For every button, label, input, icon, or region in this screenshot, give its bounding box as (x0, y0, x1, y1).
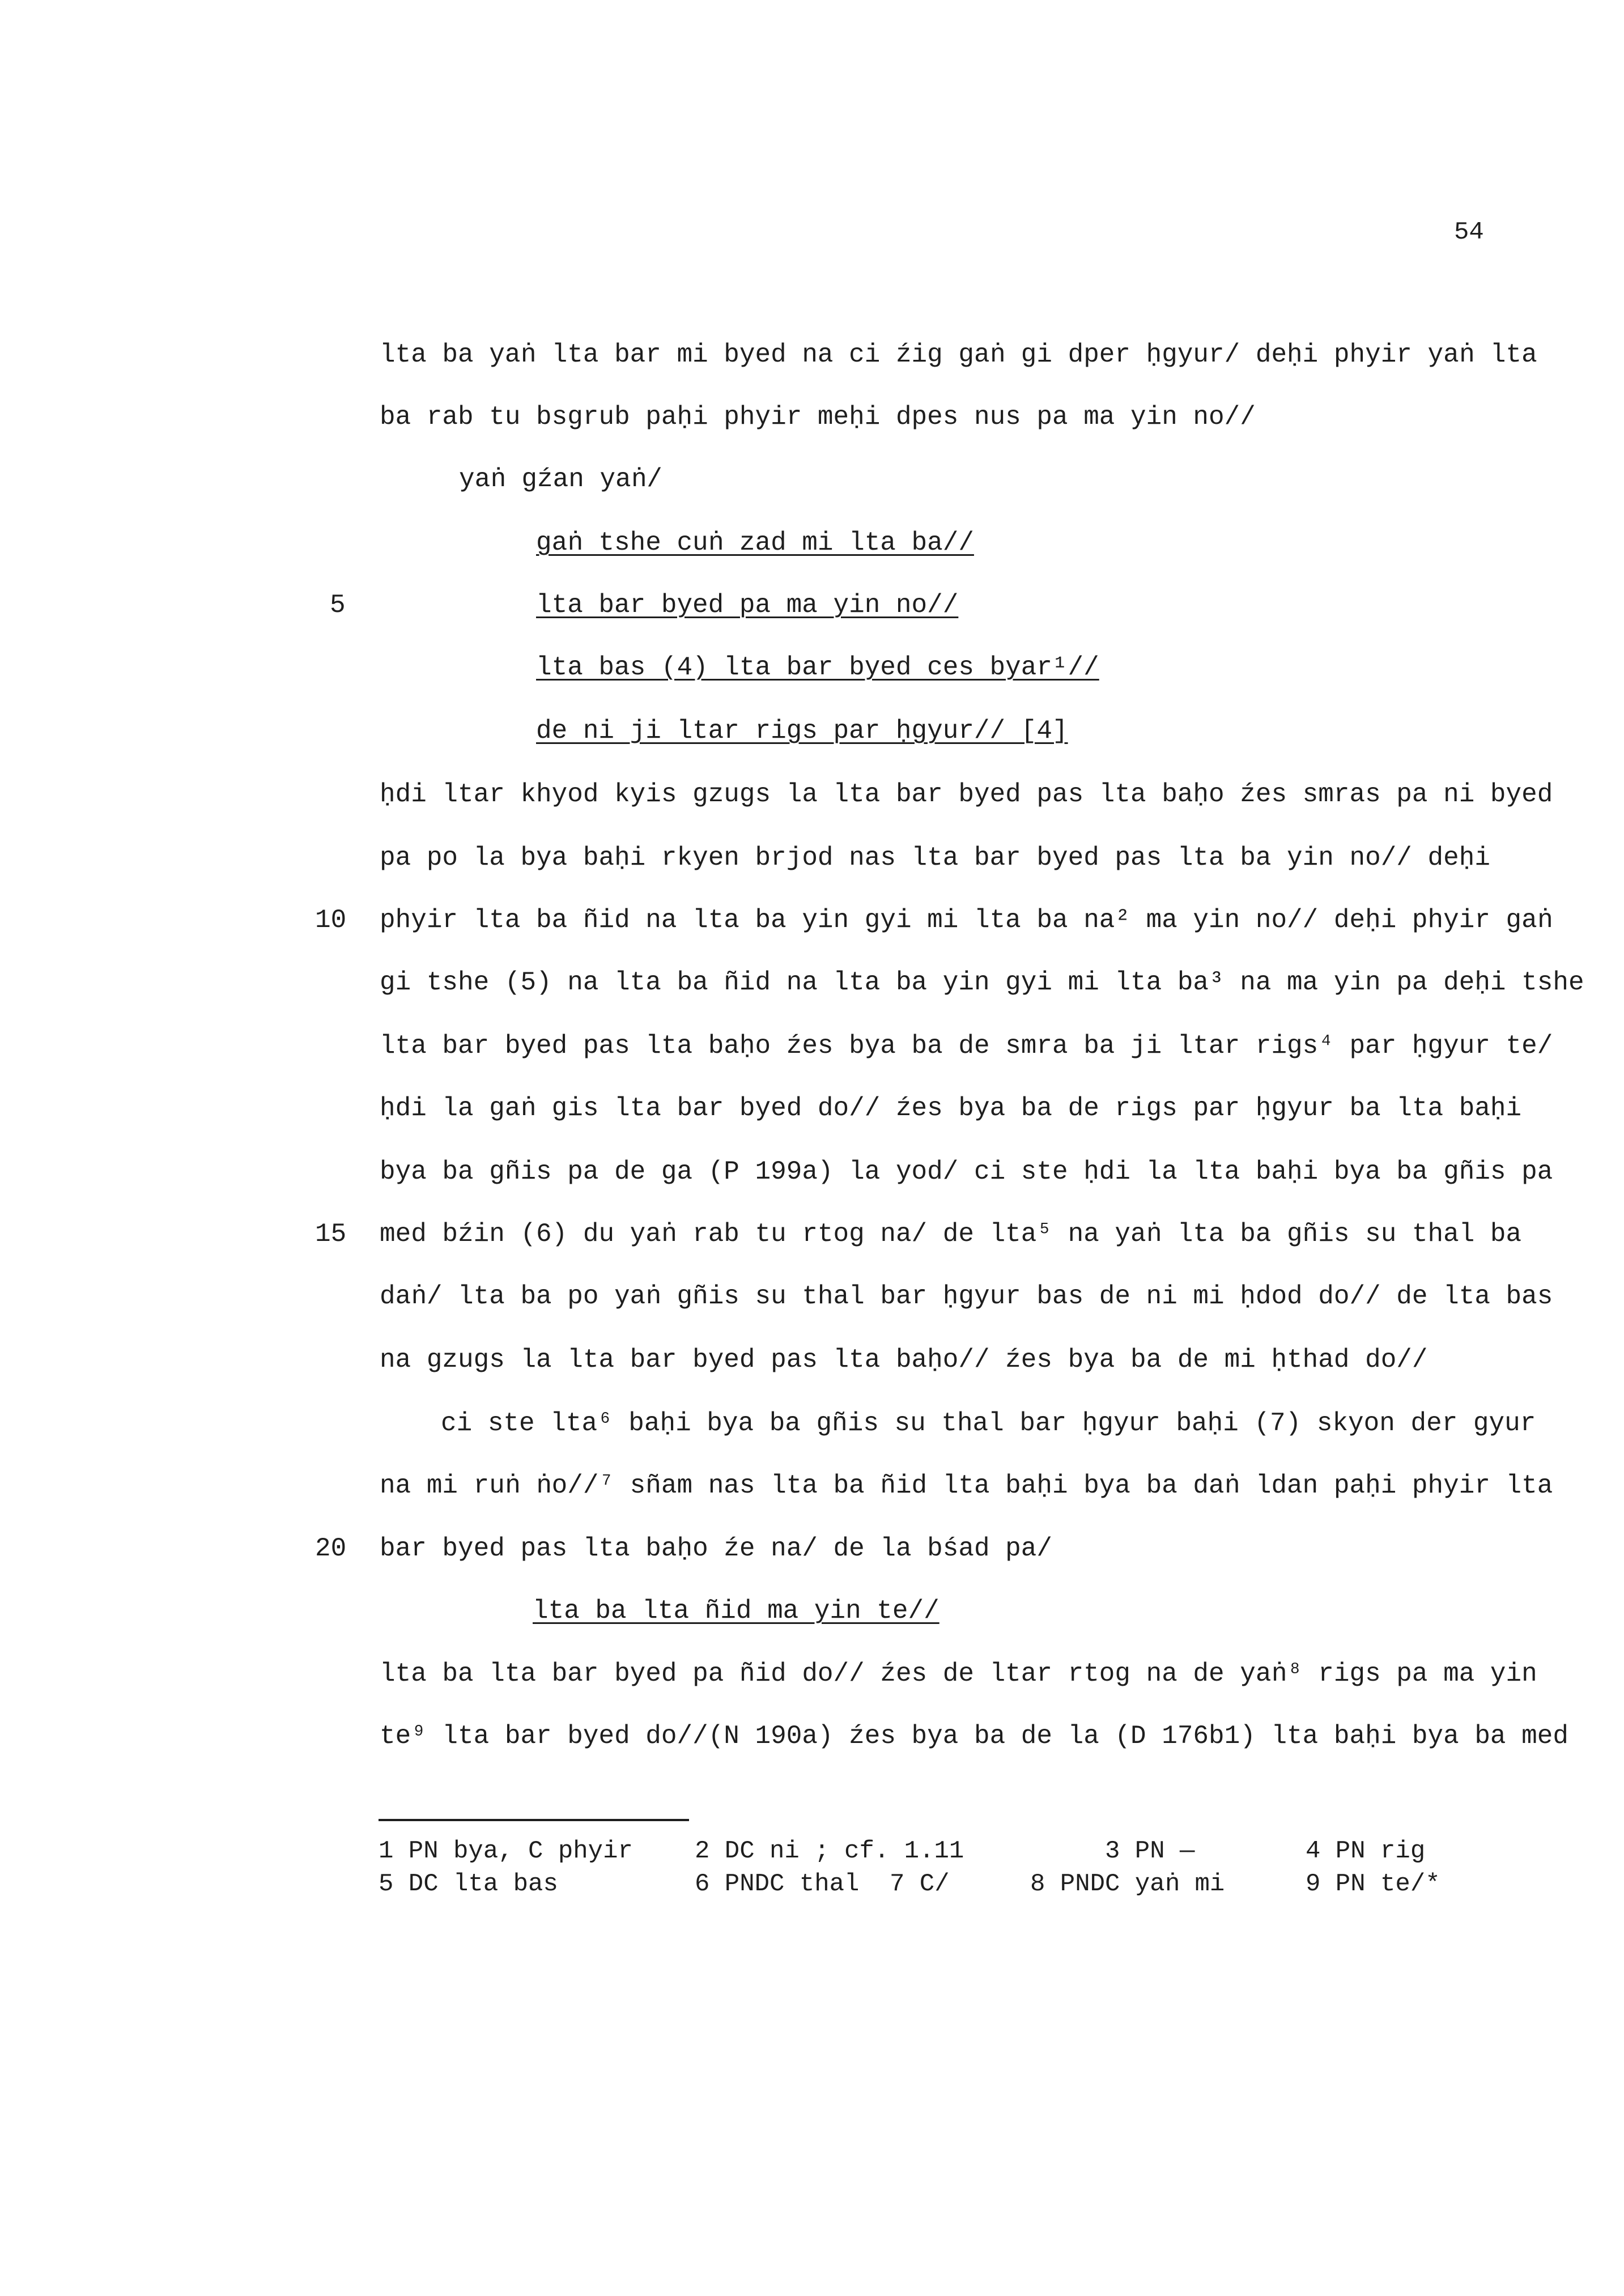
line-number-15: 15 (315, 1219, 347, 1249)
footnote-2: 2 DC ni ; cf. 1.11 (695, 1837, 964, 1865)
body-line-8: ḥdi ltar khyod kyis gzugs la lta bar byed pas lta baḥo źes smras pa ni byed (380, 780, 1553, 809)
footnote-4: 4 PN rig (1306, 1837, 1426, 1865)
footnote-column-5 (1306, 1835, 1440, 1900)
footnote-column-1 (379, 1835, 633, 1900)
footnote-7: 7 C/ (890, 1870, 950, 1898)
body-line-10: phyir lta ba ñid na lta ba yin gyi mi lta ba na² ma yin no// deḥi phyir gaṅ (380, 905, 1553, 935)
body-line-3: yaṅ gźan yaṅ/ (459, 465, 662, 494)
body-line-19: na mi ruṅ ṅo//⁷ sñam nas lta ba ñid lta baḥi bya ba daṅ ldan paḥi phyir lta (380, 1471, 1553, 1500)
footnote-8: 8 PNDC yaṅ mi (1030, 1870, 1225, 1898)
line-number-10: 10 (315, 905, 347, 935)
body-line-14: bya ba gñis pa de ga (P 199a) la yod/ ci ste ḥdi la lta baḥi bya ba gñis pa (380, 1157, 1553, 1187)
footnote-9: 9 PN te/* (1306, 1870, 1440, 1898)
body-line-20: bar byed pas lta baḥo źe na/ de la bśad pa/ (380, 1534, 1052, 1563)
verse-line-3: lta bas (4) lta bar byed ces byar¹// (536, 653, 1099, 682)
line-number-20: 20 (315, 1534, 347, 1563)
footnote-separator (379, 1819, 689, 1821)
footnote-column-4 (1030, 1868, 1225, 1900)
body-line-15: med bźin (6) du yaṅ rab tu rtog na/ de lta⁵ na yaṅ lta ba gñis su thal ba (380, 1219, 1522, 1249)
footnote-1: 1 PN bya, C phyir (379, 1837, 633, 1865)
body-line-23: te⁹ lta bar byed do//(N 190a) źes bya ba de la (D 176b1) lta baḥi bya ba med (380, 1721, 1568, 1751)
verse-line-1: gaṅ tshe cuṅ zad mi lta ba// (536, 528, 974, 558)
line-number-5: 5 (330, 590, 346, 620)
body-line-16: daṅ/ lta ba po yaṅ gñis su thal bar ḥgyur bas de ni mi ḥdod do// de lta bas (380, 1282, 1553, 1311)
verse-line-2: lta bar byed pa ma yin no// (536, 590, 959, 620)
body-line-22: lta ba lta bar byed pa ñid do// źes de ltar rtog na de yaṅ⁸ rigs pa ma yin (380, 1659, 1537, 1689)
verse-line-4: de ni ji ltar rigs par ḥgyur// [4] (536, 716, 1068, 746)
body-line-17: na gzugs la lta bar byed pas lta baḥo// źes bya ba de mi ḥthad do// (380, 1345, 1428, 1375)
footnote-6: 6 PNDC thal (695, 1870, 860, 1898)
body-line-18: ci ste lta⁶ baḥi bya ba gñis su thal bar ḥgyur baḥi (7) skyon der gyur (441, 1409, 1536, 1438)
body-line-9: pa po la bya baḥi rkyen brjod nas lta bar byed pas lta ba yin no// deḥi (380, 843, 1490, 873)
body-line-11: gi tshe (5) na lta ba ñid na lta ba yin gyi mi lta ba³ na ma yin pa deḥi tshe (380, 968, 1584, 997)
body-line-1: lta ba yaṅ lta bar mi byed na ci źig gaṅ gi dper ḥgyur/ deḥi phyir yaṅ lta (380, 340, 1537, 369)
body-line-13: ḥdi la gaṅ gis lta bar byed do// źes bya ba de rigs par ḥgyur ba lta baḥi (380, 1094, 1522, 1123)
footnote-5: 5 DC lta bas (379, 1870, 558, 1898)
footnote-column-3 (1105, 1835, 1194, 1868)
body-line-12: lta bar byed pas lta baḥo źes bya ba de smra ba ji ltar rigs⁴ par ḥgyur te/ (380, 1031, 1553, 1061)
body-line-2: ba rab tu bsgrub paḥi phyir meḥi dpes nus pa ma yin no// (380, 402, 1256, 432)
footnote-column-3b (890, 1868, 950, 1900)
footnote-3: 3 PN — (1105, 1837, 1195, 1865)
page-number: 54 (1454, 218, 1484, 246)
verse-line-5: lta ba lta ñid ma yin te// (533, 1596, 939, 1626)
